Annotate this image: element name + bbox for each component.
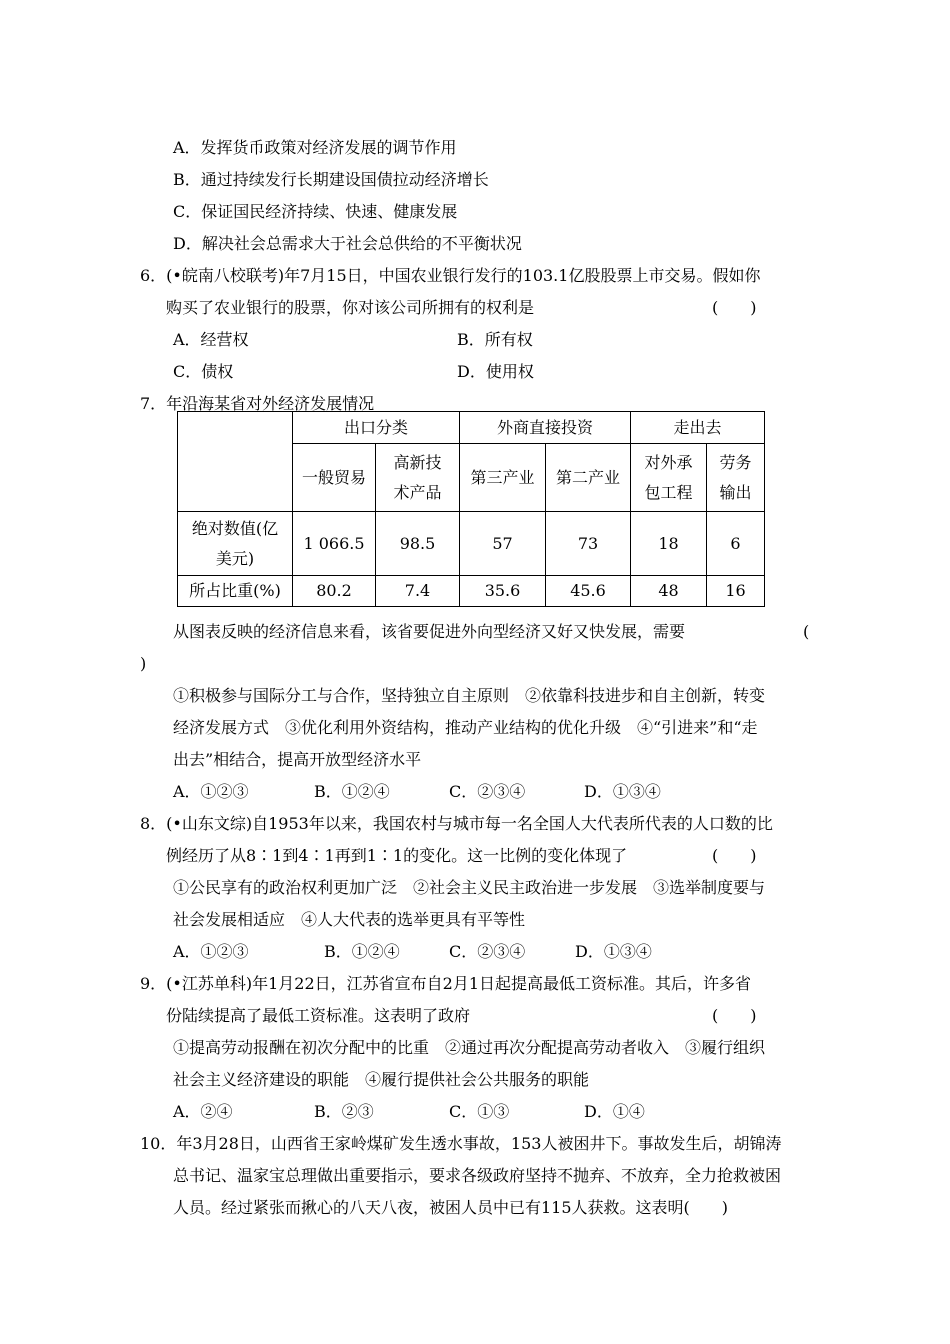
q8-option-d: D．①③④ bbox=[575, 942, 652, 961]
header-contracting-l1: 对外承 bbox=[644, 452, 693, 472]
q5-option-c: C．保证国民经济持续、快速、健康发展 bbox=[173, 202, 458, 221]
header-contracting-l2: 包工程 bbox=[644, 482, 693, 502]
q8-stem-line1: 8．(•山东文综)自1953年以来，我国农村与城市每一名全国人大代表所代表的人口数的比 bbox=[140, 814, 773, 833]
table-cell: 35.6 bbox=[460, 576, 546, 607]
q9-stem-line1: 9．(•江苏单科)年1月22日，江苏省宣布自2月1日起提高最低工资标准。其后，许多省 bbox=[140, 974, 752, 993]
table-cell: 98.5 bbox=[376, 512, 460, 576]
table-cell: 73 bbox=[546, 512, 631, 576]
q6-option-c: C．债权 bbox=[173, 362, 234, 381]
header-high-tech bbox=[376, 444, 460, 512]
q8-answer-paren: ( ) bbox=[712, 846, 757, 865]
q7-choice-line2: 经济发展方式 ③优化利用外资结构，推动产业结构的优化升级 ④“引进来”和“走 bbox=[173, 718, 758, 737]
q9-option-b: B．②③ bbox=[314, 1102, 374, 1121]
header-tertiary: 第三产业 bbox=[460, 444, 546, 512]
q5-option-d: D．解决社会总需求大于社会总供给的不平衡状况 bbox=[173, 234, 522, 253]
q6-stem-line1: 6．(•皖南八校联考)年7月15日，中国农业银行发行的103.1亿股股票上市交易。假如你 bbox=[140, 266, 761, 285]
q6-option-a: A．经营权 bbox=[173, 330, 249, 349]
q5-option-b: B．通过持续发行长期建设国债拉动经济增长 bbox=[173, 170, 489, 189]
q7-option-a: A．①②③ bbox=[173, 782, 249, 801]
q9-answer-paren: ( ) bbox=[712, 1006, 757, 1025]
q6-stem-line2: 购买了农业银行的股票，你对该公司所拥有的权利是 bbox=[166, 298, 535, 317]
row-label-share: 所占比重(%) bbox=[178, 576, 293, 607]
header-high-tech-l2: 术产品 bbox=[393, 482, 442, 502]
table-cell: 1 066.5 bbox=[293, 512, 376, 576]
table-row-share bbox=[178, 576, 765, 607]
q7-data-table bbox=[177, 411, 765, 607]
table-cell: 18 bbox=[631, 512, 707, 576]
q7-paren-open: ( bbox=[803, 622, 810, 641]
table-cell: 48 bbox=[631, 576, 707, 607]
q8-stem-line2: 例经历了从8∶1到4∶1再到1∶1的变化。这一比例的变化体现了 bbox=[166, 846, 628, 865]
header-export-category: 出口分类 bbox=[293, 412, 460, 444]
q9-choice-line1: ①提高劳动报酬在初次分配中的比重 ②通过再次分配提高劳动者收入 ③履行组织 bbox=[173, 1038, 766, 1057]
header-secondary: 第二产业 bbox=[546, 444, 631, 512]
header-labor bbox=[707, 444, 765, 512]
q7-choice-line3: 出去”相结合，提高开放型经济水平 bbox=[173, 750, 422, 769]
q7-choice-line1: ①积极参与国际分工与合作，坚持独立自主原则 ②依靠科技进步和自主创新，转变 bbox=[173, 686, 766, 705]
q8-choice-line2: 社会发展相适应 ④人大代表的选举更具有平等性 bbox=[173, 910, 526, 929]
q6-option-d: D．使用权 bbox=[457, 362, 534, 381]
q7-paren-close: ) bbox=[140, 654, 147, 673]
q7-option-b: B．①②④ bbox=[314, 782, 390, 801]
q9-stem-line2: 份陆续提高了最低工资标准。这表明了政府 bbox=[166, 1006, 471, 1025]
q9-option-c: C．①③ bbox=[449, 1102, 510, 1121]
q6-option-b: B．所有权 bbox=[457, 330, 533, 349]
header-labor-l2: 输出 bbox=[719, 482, 752, 502]
q9-choice-line2: 社会主义经济建设的职能 ④履行提供社会公共服务的职能 bbox=[173, 1070, 590, 1089]
table-cell: 7.4 bbox=[376, 576, 460, 607]
header-going-out: 走出去 bbox=[631, 412, 765, 444]
table-cell: 45.6 bbox=[546, 576, 631, 607]
q7-option-c: C．②③④ bbox=[449, 782, 526, 801]
row-label-absolute-l2: 美元) bbox=[215, 548, 255, 568]
row-label-absolute-l1: 绝对数值(亿 bbox=[191, 518, 279, 538]
q10-stem-line2: 总书记、温家宝总理做出重要指示，要求各级政府坚持不抛弃、不放弃，全力抢救被困 bbox=[173, 1166, 782, 1185]
q7-option-d: D．①③④ bbox=[584, 782, 661, 801]
q8-option-a: A．①②③ bbox=[173, 942, 249, 961]
header-general-trade: 一般贸易 bbox=[293, 444, 376, 512]
q5-option-a: A．发挥货币政策对经济发展的调节作用 bbox=[173, 138, 457, 157]
q9-option-a: A．②④ bbox=[173, 1102, 233, 1121]
table-cell: 16 bbox=[707, 576, 765, 607]
table-cell: 80.2 bbox=[293, 576, 376, 607]
q10-stem-line3: 人员。经过紧张而揪心的八天八夜，被困人员中已有115人获救。这表明( ) bbox=[173, 1198, 729, 1217]
q9-option-d: D．①④ bbox=[584, 1102, 645, 1121]
header-fdi: 外商直接投资 bbox=[460, 412, 631, 444]
q8-option-b: B．①②④ bbox=[324, 942, 400, 961]
table-row-absolute bbox=[178, 512, 765, 576]
q7-stem: 从图表反映的经济信息来看，该省要促进外向型经济又好又快发展，需要 bbox=[173, 622, 686, 641]
table-cell: 57 bbox=[460, 512, 546, 576]
q10-stem-line1: 10．年3月28日，山西省王家岭煤矿发生透水事故，153人被困井下。事故发生后，胡锦涛 bbox=[140, 1134, 782, 1153]
table-corner-cell bbox=[178, 412, 293, 512]
header-labor-l1: 劳务 bbox=[719, 452, 752, 472]
header-contracting bbox=[631, 444, 707, 512]
q7-title: 7．年沿海某省对外经济发展情况 bbox=[140, 394, 375, 413]
q8-option-c: C．②③④ bbox=[449, 942, 526, 961]
table-cell: 6 bbox=[707, 512, 765, 576]
row-label-absolute bbox=[178, 512, 293, 576]
q6-answer-paren: ( ) bbox=[712, 298, 757, 317]
header-high-tech-l1: 高新技 bbox=[393, 452, 442, 472]
q8-choice-line1: ①公民享有的政治权利更加广泛 ②社会主义民主政治进一步发展 ③选举制度要与 bbox=[173, 878, 766, 897]
